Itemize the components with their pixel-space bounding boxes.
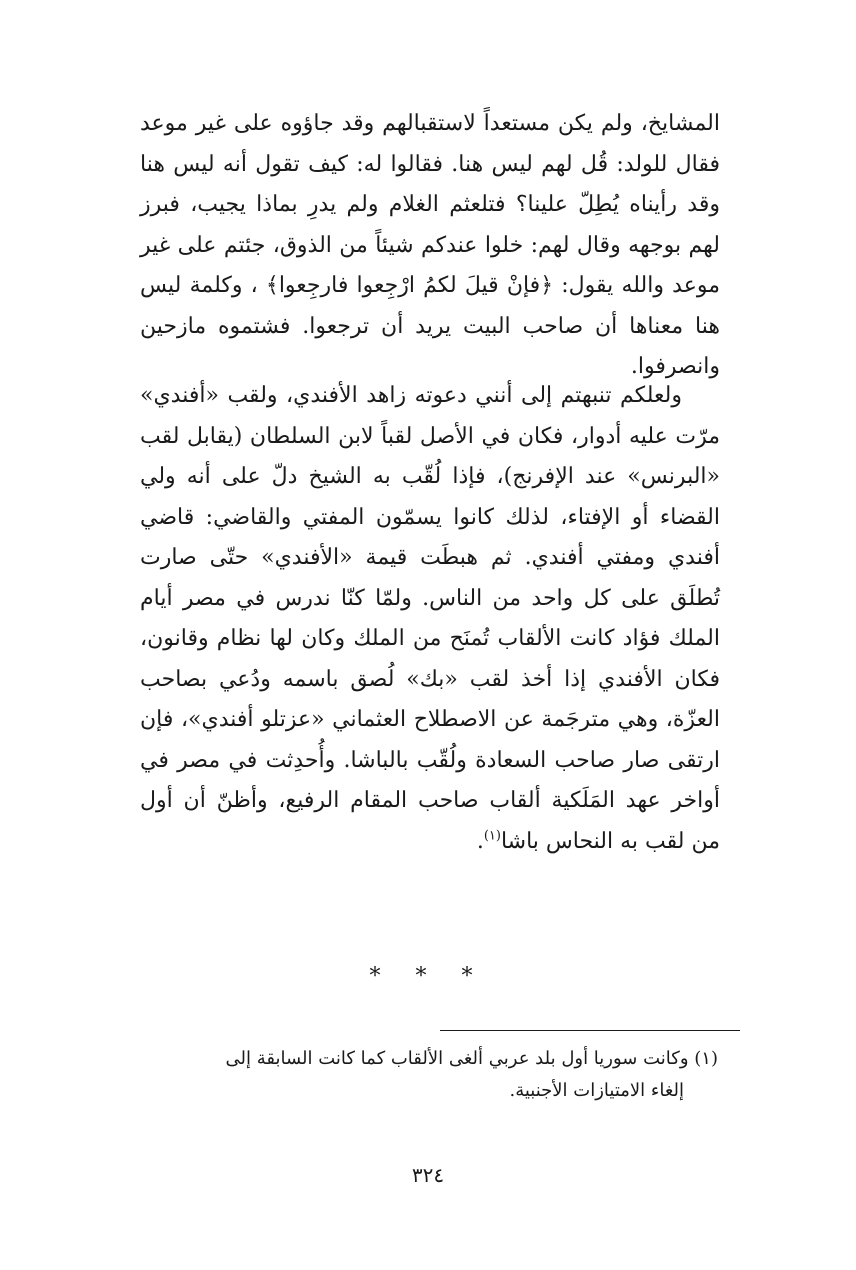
footnote-reference: (١) (483, 828, 501, 844)
body-paragraph-2 (140, 376, 720, 862)
body-paragraph-2-text: ولعلكم تنبهتم إلى أنني دعوته زاهد الأفندي، ولقب «أفندي» مرّت عليه أدوار، فكان في الأصل لقباً لابن السلطان (يقابل لقب «البرنس» عند الإفرنج)، فإذا لُقّب به الشيخ دلّ على أنه ولي القضاء أو الإفتاء، لذلك كانوا يسمّون المفتي والقاضي: قاضي أفندي ومفتي أفندي. ثم هبطَت قيمة «الأفندي» حتّى صارت تُطلَق على كل واحد من الناس. ولمّا كنّا ندرس في مصر أيام الملك فؤاد كانت الألقاب تُمنَح من الملك وكان لها نظام وقانون، فكان الأفندي إذا أخذ لقب «بك» لُصق باسمه ودُعي بصاحب العزّة، وهي مترجَمة عن الاصطلاح العثماني «عزتلو أفندي»، فإن ارتقى صار صاحب السعادة ولُقّب بالباشا. وأُحدِثت في مصر في أواخر عهد المَلَكية ألقاب صاحب المقام الرفيع، وأظنّ أن أول من لقب به النحاس باشا (140, 383, 720, 854)
page-number: ٣٢٤ (411, 1163, 445, 1187)
footnote (140, 1043, 718, 1107)
footnote-text-1: وكانت سوريا أول بلد عربي ألغى الألقاب كما كانت السابقة إلى (225, 1048, 689, 1069)
footnote-line-1 (140, 1043, 718, 1075)
body-paragraph-1: المشايخ، ولم يكن مستعداً لاستقبالهم وقد جاؤوه على غير موعد فقال للولد: قُل لهم ليس هنا. فقالوا له: كيف تقول أنه ليس هنا وقد رأيناه يُطِلّ علينا؟ فتلعثم الغلام ولم يدرِ بماذا يجيب، فبرز لهم بوجهه وقال لهم: خلوا عندكم شيئاً من الذوق، جئتم على غير موعد والله يقول: ﴿فإنْ قيلَ لكمُ ارْجِعوا فارجِعوا﴾ ، وكلمة ليس هنا معناها أن صاحب البيت يريد أن ترجعوا. فشتموه مازحين وانصرفوا. (140, 111, 720, 379)
section-separator: * * * (369, 964, 487, 989)
footnote-text-2: إلغاء الامتيازات الأجنبية. (509, 1080, 684, 1101)
footnote-divider (440, 1030, 740, 1031)
footnote-number: (١) (694, 1048, 718, 1069)
paragraph-end-mark: . (476, 828, 484, 854)
